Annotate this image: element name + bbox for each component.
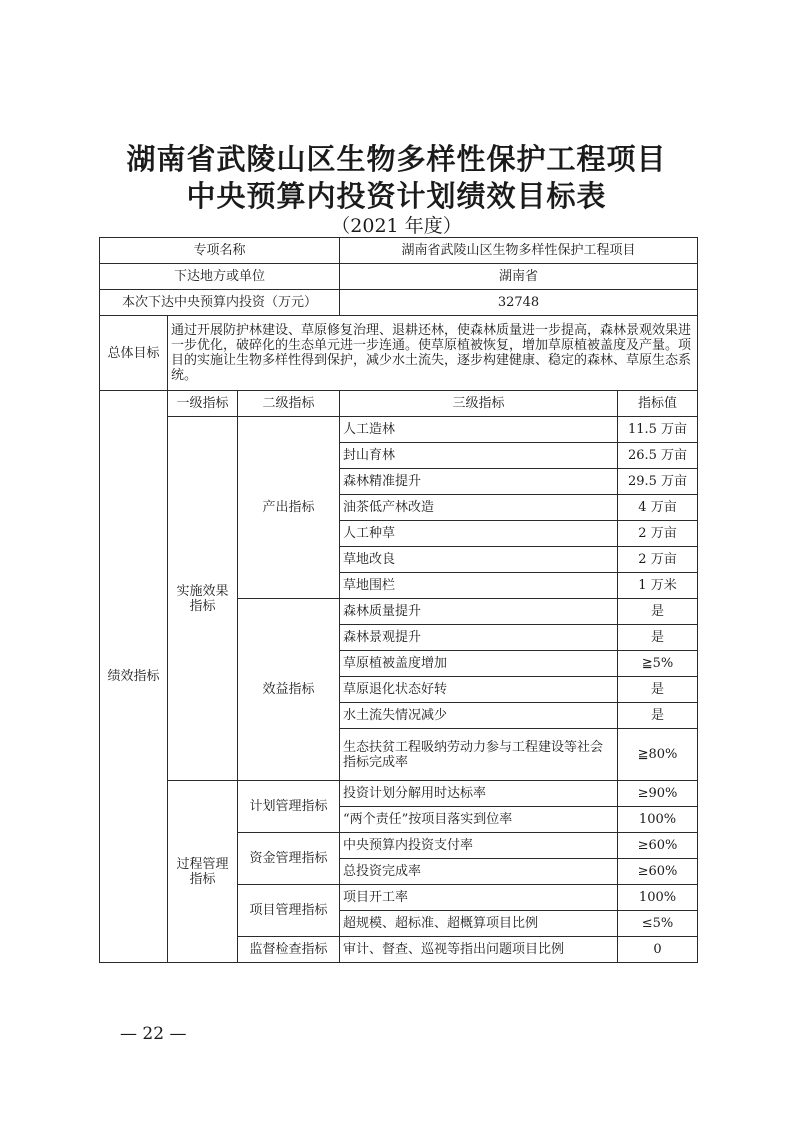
indicator-value: 4 万亩 — [618, 495, 698, 521]
indicator-name: 投资计划分解用时达标率 — [340, 781, 618, 807]
table-row — [100, 290, 698, 316]
indicator-name: 水土流失情况减少 — [340, 703, 618, 729]
col-level3: 三级指标 — [340, 391, 618, 417]
performance-label: 绩效指标 — [100, 391, 168, 963]
indicator-name: 封山育林 — [340, 443, 618, 469]
group-supervision: 监督检查指标 — [238, 937, 340, 963]
indicator-value: 2 万亩 — [618, 521, 698, 547]
investment-label: 本次下达中央预算内投资（万元） — [100, 290, 340, 316]
indicator-value: ≥90% — [618, 781, 698, 807]
indicator-value: 是 — [618, 677, 698, 703]
group-benefit: 效益指标 — [238, 599, 340, 781]
indicator-name: “两个责任”按项目落实到位率 — [340, 807, 618, 833]
table-row — [100, 417, 698, 443]
indicator-name: 超规模、超标准、超概算项目比例 — [340, 911, 618, 937]
summary-text: 通过开展防护林建设、草原修复治理、退耕还林，使森林质量进一步提高，森林景观效果进一步优化，破碎化的生态单元进一步连通。使草原植被恢复，增加草原植被盖度及产量。项目的实施让生物多样性得到保护，减少水土流失，逐步构建健康、稳定的森林、草原生态系统。 — [168, 316, 698, 391]
table-row — [100, 781, 698, 807]
document-title-line2: 中央预算内投资计划绩效目标表 — [186, 179, 607, 213]
indicator-value: ≥60% — [618, 859, 698, 885]
project-value: 湖南省武陵山区生物多样性保护工程项目 — [340, 238, 698, 264]
indicator-name: 人工种草 — [340, 521, 618, 547]
indicator-name: 草原退化状态好转 — [340, 677, 618, 703]
table-row — [100, 238, 698, 264]
table-row — [100, 264, 698, 290]
indicator-value: 11.5 万亩 — [618, 417, 698, 443]
group-implementation: 实施效果指标 — [168, 417, 238, 781]
indicator-value: 1 万米 — [618, 573, 698, 599]
indicator-name: 森林质量提升 — [340, 599, 618, 625]
project-label: 专项名称 — [100, 238, 340, 264]
summary-label: 总体目标 — [100, 316, 168, 391]
indicator-value: 是 — [618, 625, 698, 651]
indicator-name: 草地改良 — [340, 547, 618, 573]
indicator-value: 是 — [618, 599, 698, 625]
page-number: — 22 — — [120, 1024, 187, 1044]
group-fund: 资金管理指标 — [238, 833, 340, 885]
indicator-name: 森林景观提升 — [340, 625, 618, 651]
performance-table — [99, 237, 698, 963]
indicator-value: 100% — [618, 807, 698, 833]
col-level2: 二级指标 — [238, 391, 340, 417]
indicator-name: 总投资完成率 — [340, 859, 618, 885]
indicator-value: 29.5 万亩 — [618, 469, 698, 495]
indicator-value: 是 — [618, 703, 698, 729]
group-output: 产出指标 — [238, 417, 340, 599]
document-year: （2021 年度） — [331, 215, 462, 237]
indicator-value: 26.5 万亩 — [618, 443, 698, 469]
col-level1: 一级指标 — [168, 391, 238, 417]
indicator-name: 生态扶贫工程吸纳劳动力参与工程建设等社会指标完成率 — [340, 729, 618, 781]
col-value: 指标值 — [618, 391, 698, 417]
table-row — [100, 316, 698, 391]
indicator-value: 0 — [618, 937, 698, 963]
investment-value: 32748 — [340, 290, 698, 316]
group-plan: 计划管理指标 — [238, 781, 340, 833]
indicator-value: ≧80% — [618, 729, 698, 781]
indicator-value: ≤5% — [618, 911, 698, 937]
indicator-value: 2 万亩 — [618, 547, 698, 573]
indicator-value: 100% — [618, 885, 698, 911]
document-title-line1: 湖南省武陵山区生物多样性保护工程项目 — [126, 142, 667, 176]
group-project: 项目管理指标 — [238, 885, 340, 937]
indicator-name: 油茶低产林改造 — [340, 495, 618, 521]
indicator-name: 草地围栏 — [340, 573, 618, 599]
table-row — [100, 391, 698, 417]
indicator-name: 人工造林 — [340, 417, 618, 443]
region-value: 湖南省 — [340, 264, 698, 290]
indicator-name: 项目开工率 — [340, 885, 618, 911]
indicator-name: 森林精准提升 — [340, 469, 618, 495]
indicator-value: ≥60% — [618, 833, 698, 859]
indicator-name: 中央预算内投资支付率 — [340, 833, 618, 859]
region-label: 下达地方或单位 — [100, 264, 340, 290]
indicator-name: 审计、督查、巡视等指出问题项目比例 — [340, 937, 618, 963]
group-process: 过程管理指标 — [168, 781, 238, 963]
indicator-name: 草原植被盖度增加 — [340, 651, 618, 677]
indicator-value: ≧5% — [618, 651, 698, 677]
